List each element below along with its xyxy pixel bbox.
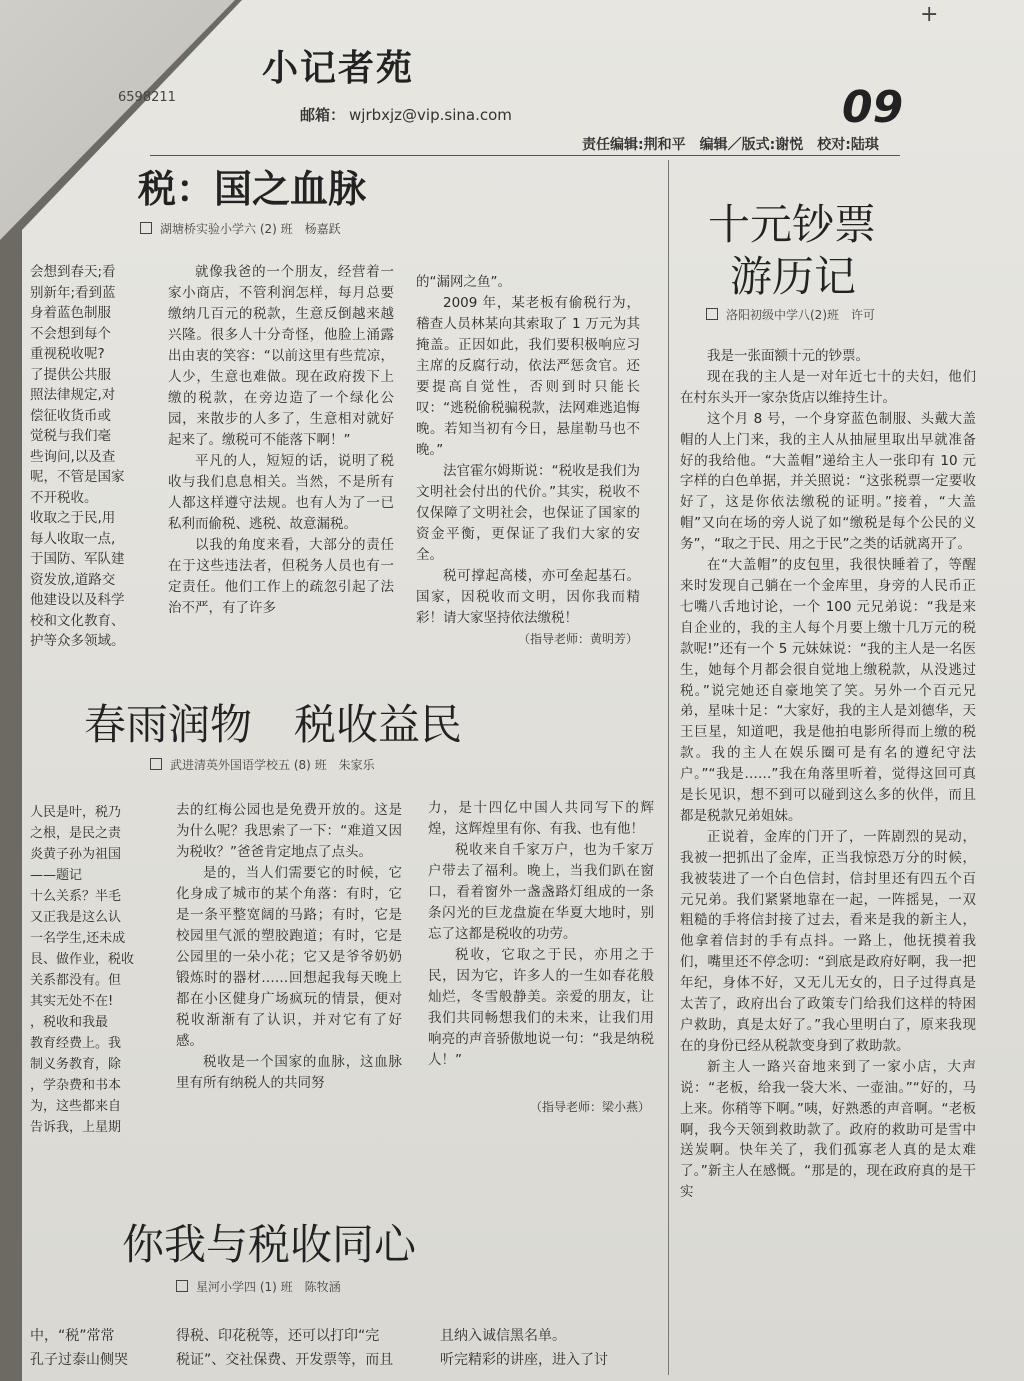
fragment-line: 一名学生,还未成 [30,931,126,946]
paragraph: 税收是一个国家的血脉，这血脉里有所有纳税人的共同努 [176,1054,402,1091]
paragraph: 的“漏网之鱼”。 [416,274,511,290]
paragraph: 平凡的人，短短的话，说明了税收与我们息息相关。当然，不是所有人都这样遵守法规。也有人为了一已私利而偷税、逃税、故意漏税。 [168,453,394,532]
checkbox-icon [176,1280,188,1292]
editor-credits [582,134,893,154]
fragment-line: 会想到春天;看 [30,264,116,280]
paragraph: 去的红梅公园也是免费开放的。这是为什么呢？我思索了一下：“难道又因为税收？”爸爸肯定地点了点头。 [176,802,402,860]
checkbox-icon [706,308,718,320]
fragment-line: 炎黄子孙为祖国 [30,847,122,862]
article3-byline [150,756,375,773]
article4-fragment-line1: 中，“税”常常 [30,1328,115,1344]
article4-col2-line2: 听完精彩的讲座，进入了讨 [440,1352,608,1368]
phone-number: 6598211 [118,90,176,105]
article1-column1 [168,262,394,642]
column-divider [668,160,669,1375]
article3-left-fragments [30,802,162,1135]
fragment-line: 别新年;看到蓝 [30,284,116,301]
fragment-line: ，税收和我最 [30,1015,109,1030]
paragraph: 法官霍尔姆斯说：“税收是我们为文明社会付出的代价。”其实，税收不仅保障了文明社会，也保证了国家的资金平衡，更保证了我们大家的安全。 [416,463,640,563]
fragment-line: 身着蓝色制服 [30,305,111,321]
paragraph: 新主人一路兴奋地来到了一家小店，大声说：“老板，给我一袋大米、一壶油。”“好的，马上来。你稍等下啊。”咦，好熟悉的声音啊。“老板啊，我今天领到救助款了。政府的救助可是雪中送炭啊。快年关了，我们孤寡老人真的是太难了。”新主人在感慨。“那是的，现在政府真的是干实 [680,1058,976,1201]
article3-column1 [176,800,402,1130]
masthead-rule [150,155,900,156]
fragment-line: 又正我是这么认 [30,910,122,925]
fragment-line: 他建设以及科学 [30,592,125,608]
fragment-line: 艮、做作业，税收 [30,952,135,967]
email-line [300,104,512,125]
credit-proofreader: 校对:陆琪 [817,137,879,153]
fragment-line: 些询问,以及查 [30,448,116,465]
paragraph: 是的，当人们需要它的时候，它化身成了城市的某个角落：有时，它是一条平整宽阔的马路；有时，它是校园里气派的塑胶跑道；有时，它是公园里的一朵小花；它又是爷爷奶奶锻炼时的器材……回想起我每天晚上都在小区健身广场疯玩的情景，便对税收渐渐有了认识，并对它有了好感。 [176,865,402,1049]
checkbox-icon [150,758,162,770]
paragraph: 力，是十四亿中国人共同写下的辉煌，这辉煌里有你、有我、也有他！ [428,800,654,837]
fragment-line: 为，这些都来自 [30,1099,122,1114]
article1-author: 湖塘桥实验小学六 (2) 班 杨嘉跃 [160,222,341,236]
article1-title: 税：国之血脉 [138,167,367,211]
fragment-line: 之根，是民之责 [30,826,122,841]
fragment-line: 觉税与我们毫 [30,428,111,444]
paragraph: 以我的角度来看，大部分的责任在于这些违法者，但税务人员也有一定责任。他们工作上的疏忽引起了法治不严，有了许多 [168,537,394,616]
section-title: 小记者苑 [262,48,415,89]
page-number: 09 [842,82,904,133]
fragment-line: 制义务教育，除 [30,1057,122,1072]
article2-author: 洛阳初级中学八(2)班 许可 [726,308,875,322]
article4-col1-line2: 税证”、交社保费、开发票等，而且 [176,1352,394,1368]
paragraph: 在“大盖帽”的皮包里，我很快睡着了，等醒来时发现自己躺在一个金库里，身旁的人民币正七嘴八舌地讨论，一个 100 元兄弟说：“我是来自企业的，我的主人每个月要上缴十几万元的税款呢!”还有一个 5 元妹妹说：“我的主人是一名医生，她每个月都会很自觉地上缴税款，从没逃过税。”说完她还自豪地笑了笑。另外一个百元兄弟，星味十足：“大家好，我的主人是刘德华，天王巨星，知道吧，我是他拍电影所得而上缴的税款。我的主人在娱乐圈可是有名的遵纪守法户。”“我是……”我在角落里听着，觉得这回可真是长见识，想不到可以碰到这么多的伙伴，而且都是税款兄弟姐妹。 [680,557,976,824]
article4-col2-line1: 且纳入诚信黑名单。 [440,1328,566,1344]
paragraph: 这个月 8 号，一个身穿蓝色制服、头戴大盖帽的人上门来，我的主人从抽屉里取出早就准备好的我给他。“大盖帽”递给主人一张印有 10 元字样的白色单据，并关照说：“这张税票一定要收好了，这是你依法缴税的证明。”接着，“大盖帽”又向在场的旁人说了如“缴税是每个公民的义务”，“取之于民、用之于民”之类的话就离开了。 [680,410,976,553]
article1-byline [140,220,341,237]
article1-column2 [416,272,640,628]
fragment-line: 收取之于民,用 [30,510,116,526]
article4-fragment-line2: 孔子过泰山侧哭 [30,1352,128,1368]
credit-editor-in-charge: 责任编辑:荆和平 [582,137,686,153]
email-address[interactable]: wjrbxjz@vip.sina.com [349,106,512,124]
fragment-line: 校和文化教育、 [30,612,125,629]
article3-teacher: （指导老师：梁小燕） [529,1100,650,1114]
article3-column2 [428,798,654,1098]
email-label: 邮箱： [300,106,346,124]
article4-author: 星河小学四 (1) 班 陈牧涵 [196,1280,341,1294]
paragraph: 现在我的主人是一对年近七十的夫妇，他们在村东头开一家杂货店以维持生计。 [680,368,976,406]
fragment-line: 人民是叶，税乃 [30,805,122,820]
fragment-line: 不开税收。 [30,489,98,506]
paragraph: 正说着，金库的门开了，一阵剧烈的晃动，我被一把抓出了金库，正当我惊恐万分的时候，我被装进了一个白色信封，信封里还有四五个百元兄弟。我们紧紧地靠在一起，一阵摇晃，一双粗糙的手将信封接了过去，看来是我的新主人，他拿着信封的手有点抖。一路上，他抚摸着我们，嘴里还不停念叨：“到底是政府好啊，我一把年纪，身体不好，又无儿无女的，日子过得真是太苦了，政府出台了政策专门给我们这样的特困户救助，真是太好了。”我心里明白了，原来我现在的身份已经从税款变身到了救助款。 [680,828,976,1054]
fragment-line: 于国防、军队建 [30,551,125,567]
fragment-line: 其实无处不在! [30,994,114,1009]
paragraph: 税收来自千家万户，也为千家万户带去了福利。晚上，当我们趴在窗口，看着窗外一盏盏路灯组成的一条条闪光的巨龙盘旋在华夏大地时，别忘了这都是税收的功劳。 [428,842,654,942]
article4-title: 你我与税收同心 [122,1220,417,1269]
article3-author: 武进清英外国语学校五 (8) 班 朱家乐 [170,758,375,772]
fragment-line: 照法律规定,对 [30,387,116,403]
fragment-line: ，学杂费和书本 [30,1078,122,1093]
fragment-line: 教育经费上。我 [30,1036,122,1051]
article1-left-fragments [30,262,150,652]
article3-title: 春雨润物 税收益民 [84,700,463,749]
article4-byline [176,1278,341,1295]
article2-title-line1: 十元钞票 [708,200,877,249]
article4-col1-line1: 得税、印花税等，还可以打印“完 [176,1328,380,1344]
fragment-line: ——题记 [30,868,83,883]
paragraph: 税可撑起高楼，亦可垒起基石。国家，因税收而文明，因你我而精彩！请大家坚持依法缴税！ [416,568,640,626]
registration-mark-icon: + [920,2,939,27]
fragment-line: 重视税收呢? [30,346,105,362]
fragment-line: 资发放,道路交 [30,571,116,588]
fragment-line: 护等众多领域。 [30,633,125,649]
paragraph: 我是一张面额十元的钞票。 [707,348,869,364]
article2-title-line2: 游历记 [730,252,857,301]
fragment-line: 十么关系？半毛 [30,889,122,904]
credit-layout-editor: 编辑／版式:谢悦 [699,137,804,153]
fragment-line: 告诉我，上星期 [30,1120,122,1135]
checkbox-icon [140,222,152,234]
paragraph: 就像我爸的一个朋友，经营着一家小商店，不管利润怎样，每月总要缴纳几百元的税款，生意反倒越来越兴隆。很多人十分奇怪，他脸上涌露出由衷的笑容：“以前这里有些荒凉，人少，生意也难做。现在政府拨下上缴的税款，在旁边造了一个绿化公园，来散步的人多了，生意相对就好起来了。缴税可不能落下啊！” [168,264,394,448]
fragment-line: 呢，不管是国家 [30,469,125,485]
fragment-line: 了提供公共服 [30,366,111,383]
paragraph: 2009 年，某老板有偷税行为，稽查人员林某向其索取了 1 万元为其掩盖。正因如此，我们要积极响应习主席的反腐行动，依法严惩贪官。还要提高自觉性，否则到时只能长叹：“逃税偷税骗税款，法网难逃追悔晚。若知当初有今日，悬崖勒马也不晚。” [416,295,640,458]
fragment-line: 偿征收货币或 [30,407,111,424]
article1-teacher: （指导老师：黄明芳） [517,632,638,646]
paragraph: 税收，它取之于民，亦用之于民，因为它，许多人的一生如春花般灿烂，冬雪般静美。亲爱的朋友，让我们共同畅想我们的未来，让我们用响亮的声音骄傲地说一句：“我是纳税人！” [428,947,654,1068]
fragment-line: 关系都没有。但 [30,973,122,988]
article2-body [680,346,976,1376]
article2-byline [706,306,875,323]
fragment-line: 每人收取一点, [30,530,116,547]
fragment-line: 不会想到每个 [30,325,111,342]
